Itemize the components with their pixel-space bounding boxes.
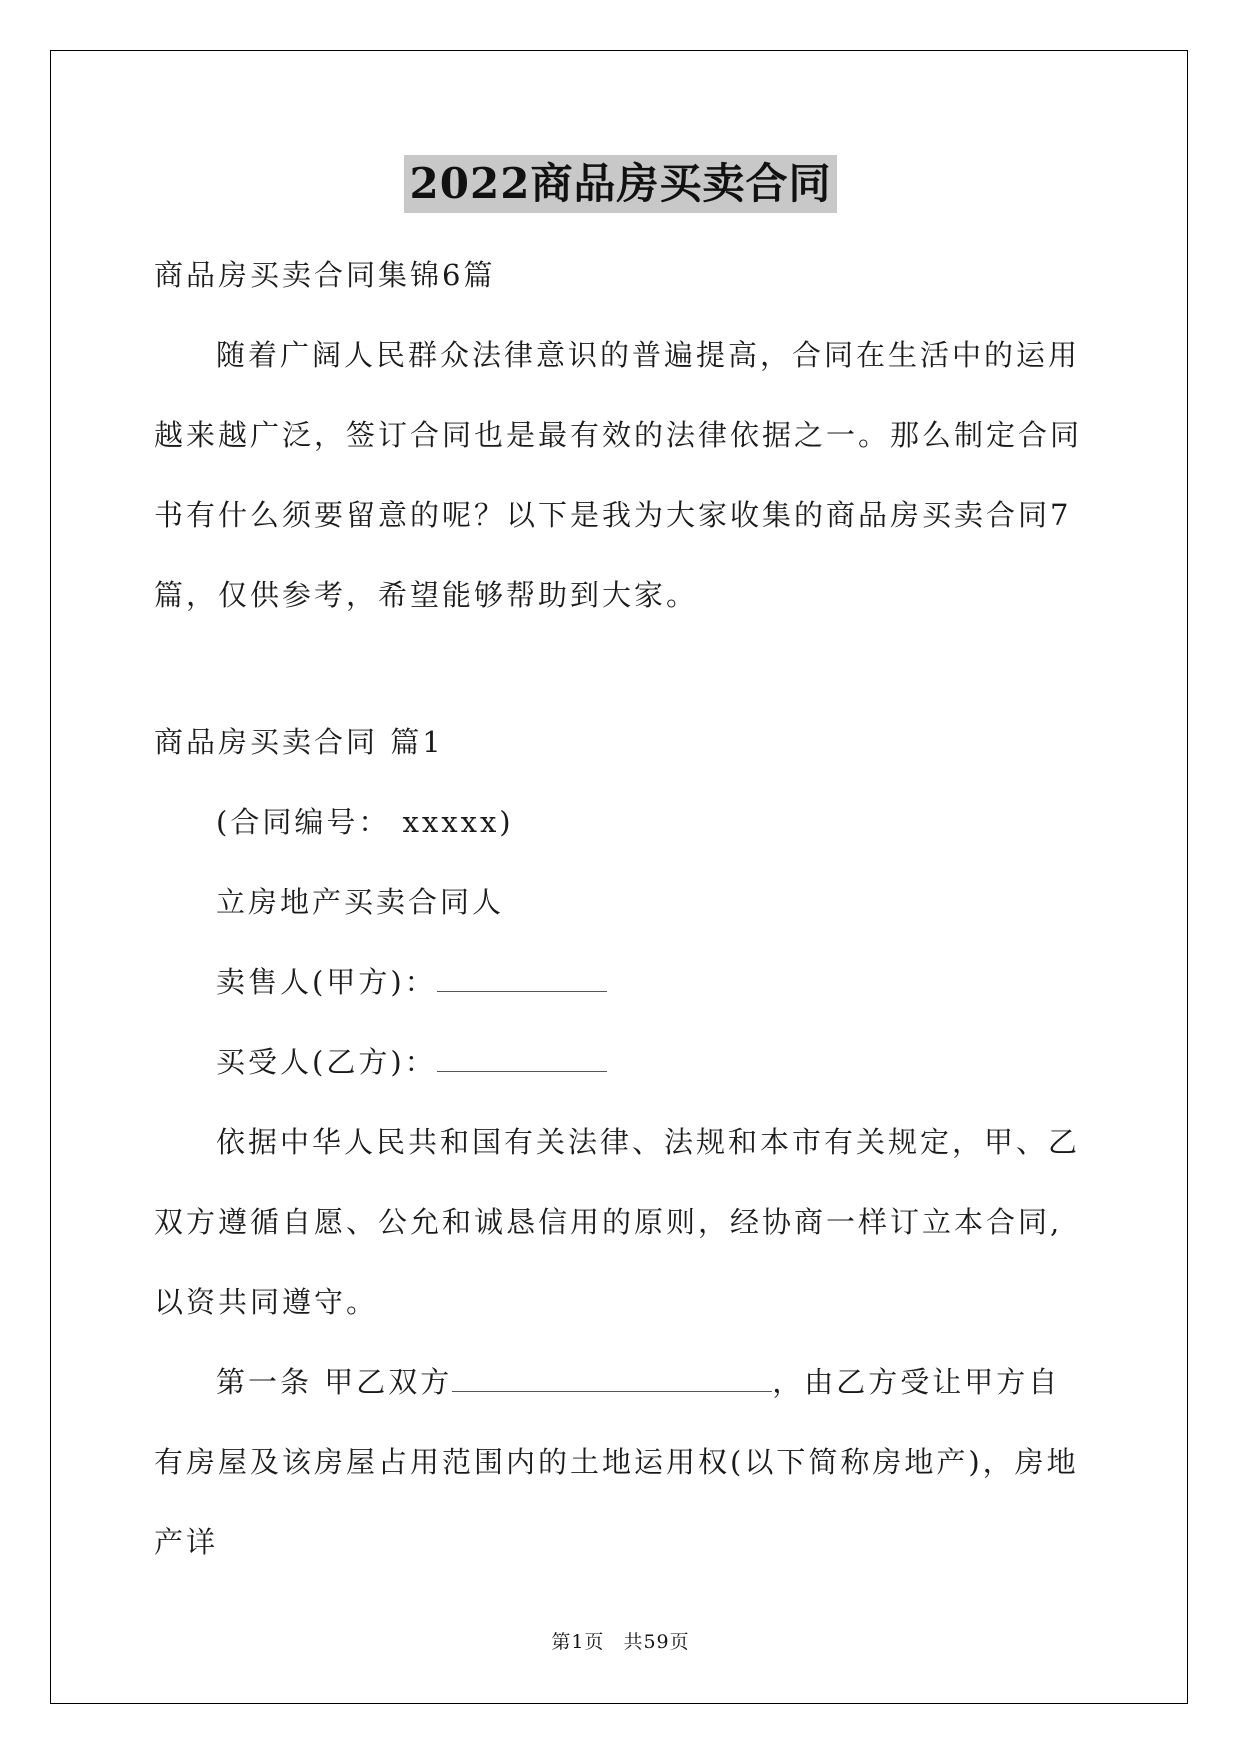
spacer — [154, 635, 1089, 702]
article-1-blank-field[interactable] — [452, 1361, 772, 1392]
document-body — [154, 235, 1089, 1582]
contract-number-line: (合同编号： xxxxx) — [216, 805, 514, 839]
section-heading: 商品房买卖合同 篇1 — [154, 725, 444, 759]
basis-paragraph: 依据中华人民共和国有关法律、法规和本市有关规定，甲、乙双方遵循自愿、公允和诚恳信用的原则，经协商一样订立本合同,以资共同遵守。 — [154, 1125, 1081, 1319]
page-footer — [0, 1627, 1241, 1654]
seller-label: 卖售人(甲方)： — [216, 965, 437, 999]
article-1-suffix: ，由乙方受让甲方自有房屋及该房屋占用范围内的土地运用权(以下简称房地产)，房地产详 — [154, 1365, 1079, 1559]
page-number: 第1页 — [551, 1631, 605, 1653]
document-title-container — [0, 155, 1241, 213]
article-1-paragraph — [154, 1342, 1089, 1582]
article-1-prefix: 第一条 甲乙双方 — [216, 1365, 453, 1399]
document-subtitle: 商品房买卖合同集锦6篇 — [154, 258, 496, 292]
buyer-line — [154, 1022, 1089, 1102]
document-title: 2022商品房买卖合同 — [404, 155, 838, 213]
parties-heading: 立房地产买卖合同人 — [216, 885, 505, 919]
seller-line — [154, 942, 1089, 1022]
buyer-label: 买受人(乙方)： — [216, 1045, 437, 1079]
page-total: 共59页 — [623, 1631, 690, 1653]
buyer-blank-field[interactable] — [437, 1041, 607, 1072]
intro-paragraph: 随着广阔人民群众法律意识的普遍提高，合同在生活中的运用越来越广泛，签订合同也是最有效的法律依据之一。那么制定合同书有什么须要留意的呢？以下是我为大家收集的商品房买卖合同7篇，仅供参考，希望能够帮助到大家。 — [154, 338, 1083, 612]
seller-blank-field[interactable] — [437, 961, 607, 992]
